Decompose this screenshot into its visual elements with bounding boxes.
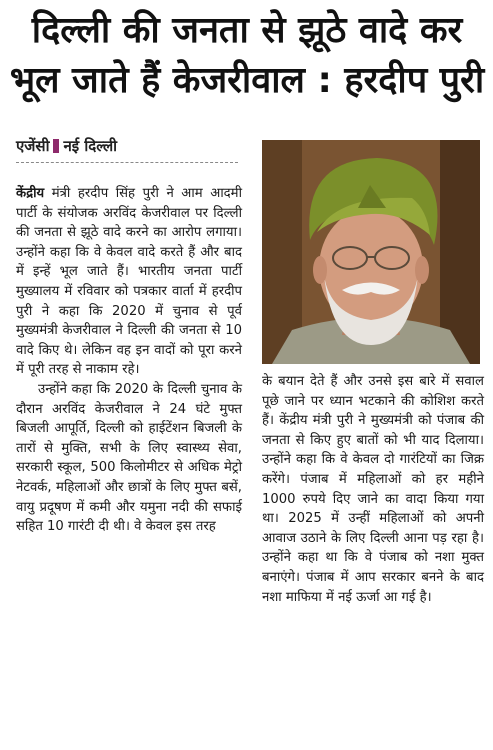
portrait-illustration	[262, 140, 480, 364]
byline-city: नई दिल्ली	[63, 137, 118, 155]
article-column-right	[262, 372, 484, 607]
lead-word: केंद्रीय	[16, 186, 45, 201]
byline-separator	[53, 139, 59, 153]
portrait-photo	[262, 140, 480, 364]
paragraph-1-text: मंत्री हरदीप सिंह पुरी ने आम आदमी पार्टी के संयोजक अरविंद केजरीवाल पर दिल्ली की जनता से झूठे वादे करने का आरोप लगाया। उन्होंने कहा कि वे केवल वादे करते हैं और बाद में इन्हें भूल जाते हैं। भारतीय जनता पार्टी मुख्यालय में रविवार को पत्रकार वार्ता में हरदीप पुरी ने कहा कि 2020 में चुनाव से पूर्व मुख्यमंत्री केजरीवाल ने दिल्ली की जनता से 10 वादे किए थे। लेकिन वह इन वादों को पूरा करने में पूरी तरह से नाकाम रहे।	[16, 186, 242, 378]
headline	[8, 6, 486, 106]
article-column-left	[16, 184, 242, 537]
article-paragraph-2: उन्होंने कहा कि 2020 के दिल्ली चुनाव के दौरान अरविंद केजरीवाल ने 24 घंटे मुफ्त बिजली आपूर्ति, दिल्ली को हाईटेंशन बिजली के तारों से मुक्ति, सभी के लिए स्वास्थ्य सेवा, सरकारी स्कूल, 500 किलोमीटर से अधिक मेट्रो नेटवर्क, महिलाओं और छात्रों के लिए मुफ्त बसें, वायु प्रदूषण में कमी और यमुना नदी की सफाई सहित 10 गारंटी दी थी। वे केवल इस तरह	[16, 381, 242, 535]
byline	[16, 136, 238, 163]
headline-line-1: दिल्ली की जनता से झूठे वादे कर	[31, 10, 463, 51]
article-paragraph-3: के बयान देते हैं और उनसे इस बारे में सवाल पूछे जाने पर ध्यान भटकाने की कोशिश करते हैं। केंद्रीय मंत्री पुरी ने मुख्यमंत्री को पंजाब की जनता से किए हुए बातों को भी याद दिलाया। उन्होंने कहा कि वे केवल दो गारंटियों का जिक्र करेंगे। पंजाब में महिलाओं को हर महीने 1000 रुपये दिए जाने का वादा किया गया था। 2025 में उन्हीं महिलाओं को अपनी आवाज उठाने के लिए दिल्ली आना पड़ रहा है। उन्होंने कहा था कि वे पंजाब को नशा मुक्त बनाएंगे। पंजाब में आप सरकार बनने के बाद नशा माफिया में नई ऊर्जा आ गई है।	[262, 374, 484, 605]
article-paragraph-1	[16, 184, 242, 380]
headline-line-2: भूल जाते हैं केजरीवाल : हरदीप पुरी	[9, 60, 485, 101]
byline-agency: एजेंसी	[16, 137, 50, 155]
